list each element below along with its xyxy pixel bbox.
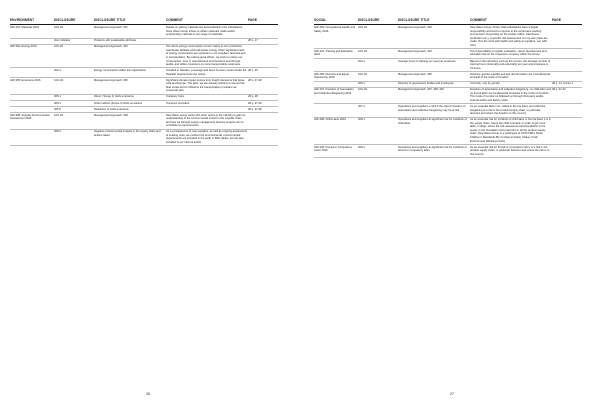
comment-cell: Diversity, gender equality and anti-discrimination are a fundamental principle of the Code of Conduct. <box>470 72 551 80</box>
disclosure-title-cell: Reduction of GHG emissions <box>94 106 166 112</box>
disclosure-cell: 103-1/2 <box>54 112 94 129</box>
table-row <box>10 112 278 129</box>
page-ref-cell <box>552 117 582 144</box>
page-ref-cell <box>248 129 278 146</box>
page-ref-cell: 28 p. 27-28 <box>248 106 278 112</box>
disclosure-title-cell: Direct ( Scope 1) GHG emissions <box>94 94 166 100</box>
header-page: PAGE <box>552 19 582 25</box>
comment-cell: New Wave Group: All ten shall subsidiaries have a (legal) responsibility and tend to improve to the employees working environment. Depending on the activity (office, warehouse, production etc.), a specific risk assessment is in its own place are made. (For the work with health and safety at suppliers, see GRI 414.) <box>470 25 552 49</box>
page-ref-cell <box>552 58 582 71</box>
table-row <box>314 87 582 104</box>
disclosure-title-cell: Management Approach, 305 <box>94 78 166 95</box>
page-ref-cell <box>552 144 582 157</box>
comment-cell: Included in Sweden, a average and focus by been control under the Swedish requirements the Group. <box>166 69 247 76</box>
page-ref-cell <box>248 25 278 38</box>
table-row <box>314 104 582 117</box>
comment-cell: Currently, only by gender <box>470 81 552 87</box>
disclosure-cell: 409-1 <box>358 144 398 157</box>
standard-cell: GRI 408: Child Labor 2016 <box>314 117 358 144</box>
table-row <box>10 44 278 68</box>
disclosure-cell: 404-1 <box>358 58 398 71</box>
disclosure-cell: 308-2 <box>54 129 94 146</box>
disclosure-cell: 103-1/2 <box>54 78 94 95</box>
table-row <box>10 78 278 95</box>
disclosure-title-cell: Management Approach, 405 <box>398 71 470 81</box>
standard-cell <box>10 68 54 78</box>
page-number: 26 <box>146 392 150 396</box>
disclosure-cell: 408-1 <box>358 117 398 144</box>
disclosure-cell: 305-3 <box>54 100 94 106</box>
table-row <box>314 58 582 71</box>
disclosure-title-cell: Management Approach, 308 <box>94 112 166 129</box>
social-disclosure-table <box>314 19 582 158</box>
header-social: SOCIAL <box>314 19 358 25</box>
table-row <box>10 68 278 78</box>
page-ref-cell: 28 p. 13, Annex 1 <box>552 81 582 87</box>
standard-cell: GRI 404: Training and Education 2016 <box>314 49 358 59</box>
table-row <box>314 144 582 157</box>
header-environment: ENVIRONMENT <box>10 19 54 25</box>
standard-cell: GRI 405: Diversity and Equal Opportunity 2016 <box>314 71 358 81</box>
page-ref-cell: 28 p. 29 <box>248 68 278 78</box>
disclosure-title-cell: Other indirect (Scope 3) GHG emissions <box>94 100 166 106</box>
disclosure-title-cell: Operations and suppliers at significant risk for incidents of child labor <box>398 117 470 144</box>
header-disclosure-title: DISCLOSURE TITLE <box>94 19 166 25</box>
page-ref-cell: 28 p. 21-22 <box>552 87 582 104</box>
disclosure-title-cell: Management Approach, 302 <box>94 44 166 68</box>
disclosure-title-cell: Products with sustainable attributes <box>94 38 166 44</box>
disclosure-cell: 103-1/2 <box>358 71 398 81</box>
disclosure-cell: 302-1 <box>54 68 94 78</box>
comment-cell: Based on the industries such as the current, the average number of training hours (internally and externally) per year and employee is 19 hours. <box>470 59 551 70</box>
header-comment: COMMENT <box>166 19 248 25</box>
standard-cell <box>314 58 358 71</box>
page-ref-cell: 28 p. 27-28 <box>248 100 278 106</box>
comment-cell: The direct energy consumption occurs mainly in own production, warehouse facilities and real estate energy. Other significant parts of energy consumption are upstream in our suppliers' factories and in transportation. By making great efforts, we work to reduce our consumption, how, in manufactured environments and through audits, and utilize customers on more transportable customers. <box>166 44 248 68</box>
standard-cell: GRI 403: Occupational Health and Safety 2016 <box>314 25 358 49</box>
standard-cell <box>10 129 54 146</box>
disclosure-title-cell: Diversity of governance bodies and employees <box>398 81 470 87</box>
comment-cell: As an essential risk for incidents of child labor in the Far East, it is in the supply chain, where the child is limited. In order to get more labor, in large, where the risk assessment and foundation in the sector, in the foundation and protection in all the product supply chain. New Wave Group is a participant of OCR CSR's Stock Children's Standards (By Combat at Cities) (Value) Youth Environment (Working Chain). <box>470 118 551 143</box>
comment-cell: Company Cars <box>166 94 248 100</box>
comment-cell: Freedom of association and collective bargaining, no child labor and no forced labor are fundamental principles in the Code of Conduct. The Code of Conduct is followed up through third-party audits, internal audits and factory visits. <box>470 88 551 103</box>
disclosure-cell: 103-1/2 <box>358 87 398 104</box>
disclosure-cell: 405-1 <box>358 81 398 87</box>
disclosure-title-cell: Operations and suppliers at significant risk for incidents of forced or compulsory labor <box>398 144 470 157</box>
comment-cell: As a consequence of new suppliers, as well as ongoing assessment of existing ones, we conduct the environmental, environmental requirements are included in the audit or BSC tables, but are also included in our internal audits. <box>166 130 247 145</box>
disclosure-title-cell: Average hours of training per year per employee <box>398 58 470 71</box>
disclosure-title-cell: Management Approach, 407, 408, 409 <box>398 87 470 104</box>
disclosure-cell: 103-1/2 <box>54 25 94 38</box>
table-row <box>314 117 582 144</box>
comment-cell: Details on getting materials are decentralized in the subsidiaries. Nove Wave Group strives to obtain materials made and/or eco(friendly) materials in our range of materials. <box>166 25 248 38</box>
disclosure-cell: 305-5 <box>54 106 94 112</box>
standard-cell: GRI 301: Materials 2016 <box>10 25 54 38</box>
disclosure-cell: Own indicator <box>54 38 94 44</box>
disclosure-cell: 103-1/2 <box>358 49 398 59</box>
table-row <box>10 25 278 38</box>
comment-cell: New Wave Group works with other actors in the industry to gain an understanding of the environmental impact in the supplier chain, and how we through supply management develop projects aim to contribute to improvements. <box>166 112 248 129</box>
table-row <box>314 49 582 59</box>
standard-cell: GRI 302: Energy 2016 <box>10 44 54 68</box>
standard-cell: GRI 407: Freedom of Association and Collective Bargaining 2016 <box>314 87 358 104</box>
page-ref-cell: 28 p. 17 <box>248 38 278 44</box>
comment-cell: The responsibility to regular evaluation, career development and education lies on the respective company within the Group. <box>470 49 552 59</box>
page-ref-cell: 28 p. 28 <box>248 94 278 100</box>
header-disclosure: DISCLOSURE <box>54 19 94 25</box>
page-ref-cell <box>248 44 278 68</box>
right-page <box>300 0 600 407</box>
page-ref-cell <box>552 71 582 81</box>
disclosure-title-cell: Management Approach, 403 <box>398 25 470 49</box>
page-ref-cell <box>552 49 582 59</box>
comment-cell: As an essential risk for forced or compulsory labor, is a risk in the product supply chain, in particular factories and where the risk is to this country. <box>470 144 552 157</box>
page-ref-cell <box>552 25 582 49</box>
disclosure-cell: 103-1/2 <box>358 25 398 49</box>
page-ref-cell: 28 p. 27-28 <box>248 78 278 95</box>
environment-disclosure-table <box>10 19 278 146</box>
comment-cell: Transport providers <box>166 100 248 106</box>
table-row <box>314 25 582 49</box>
disclosure-title-cell: Operations and suppliers in which the right to freedom of association and collective bargaining may be at risk <box>398 104 470 117</box>
disclosure-title-cell: Negative environmental impacts in the supply chain and actions taken. <box>94 129 166 146</box>
comment-cell: Significant climate impact comes from freight transports that leave Asia and Europe. The sites, we are actively working to sea and air-fleet routes and to influence the transportation providers we cooperate with. <box>166 78 248 95</box>
standard-cell <box>314 104 358 117</box>
table-row <box>10 129 278 146</box>
standard-cell: GRI 305: Emissions 2016 <box>10 78 54 95</box>
standard-cell: GRI 409: Forced or Compulsory Labor 2016 <box>314 144 358 157</box>
table-row <box>314 71 582 81</box>
disclosure-cell: 103-1/2 <box>54 44 94 68</box>
header-comment: COMMENT <box>470 19 552 25</box>
disclosure-cell: 407-1 <box>358 104 398 117</box>
disclosure-title-cell: Management Approach, 301 <box>94 25 166 38</box>
comment-cell: As an essential factor not, visited in the Far East, and collective bargaining is a risk in the product supply chain, in particular factories and where the freedom to this country. <box>470 104 552 117</box>
standard-cell: GRI 308: Supplier Environmental Assessment 2016 <box>10 112 54 129</box>
header-disclosure-title: DISCLOSURE TITLE <box>398 19 470 25</box>
page-ref-cell <box>248 112 278 129</box>
header-page: PAGE <box>248 19 278 25</box>
disclosure-title-cell: Energy consumption within the organization <box>94 68 166 78</box>
page-ref-cell <box>552 104 582 117</box>
disclosure-title-cell: Management Approach, 404 <box>398 49 470 59</box>
page-number: 27 <box>450 392 454 396</box>
disclosure-cell: 305-1 <box>54 94 94 100</box>
header-disclosure: DISCLOSURE <box>358 19 398 25</box>
